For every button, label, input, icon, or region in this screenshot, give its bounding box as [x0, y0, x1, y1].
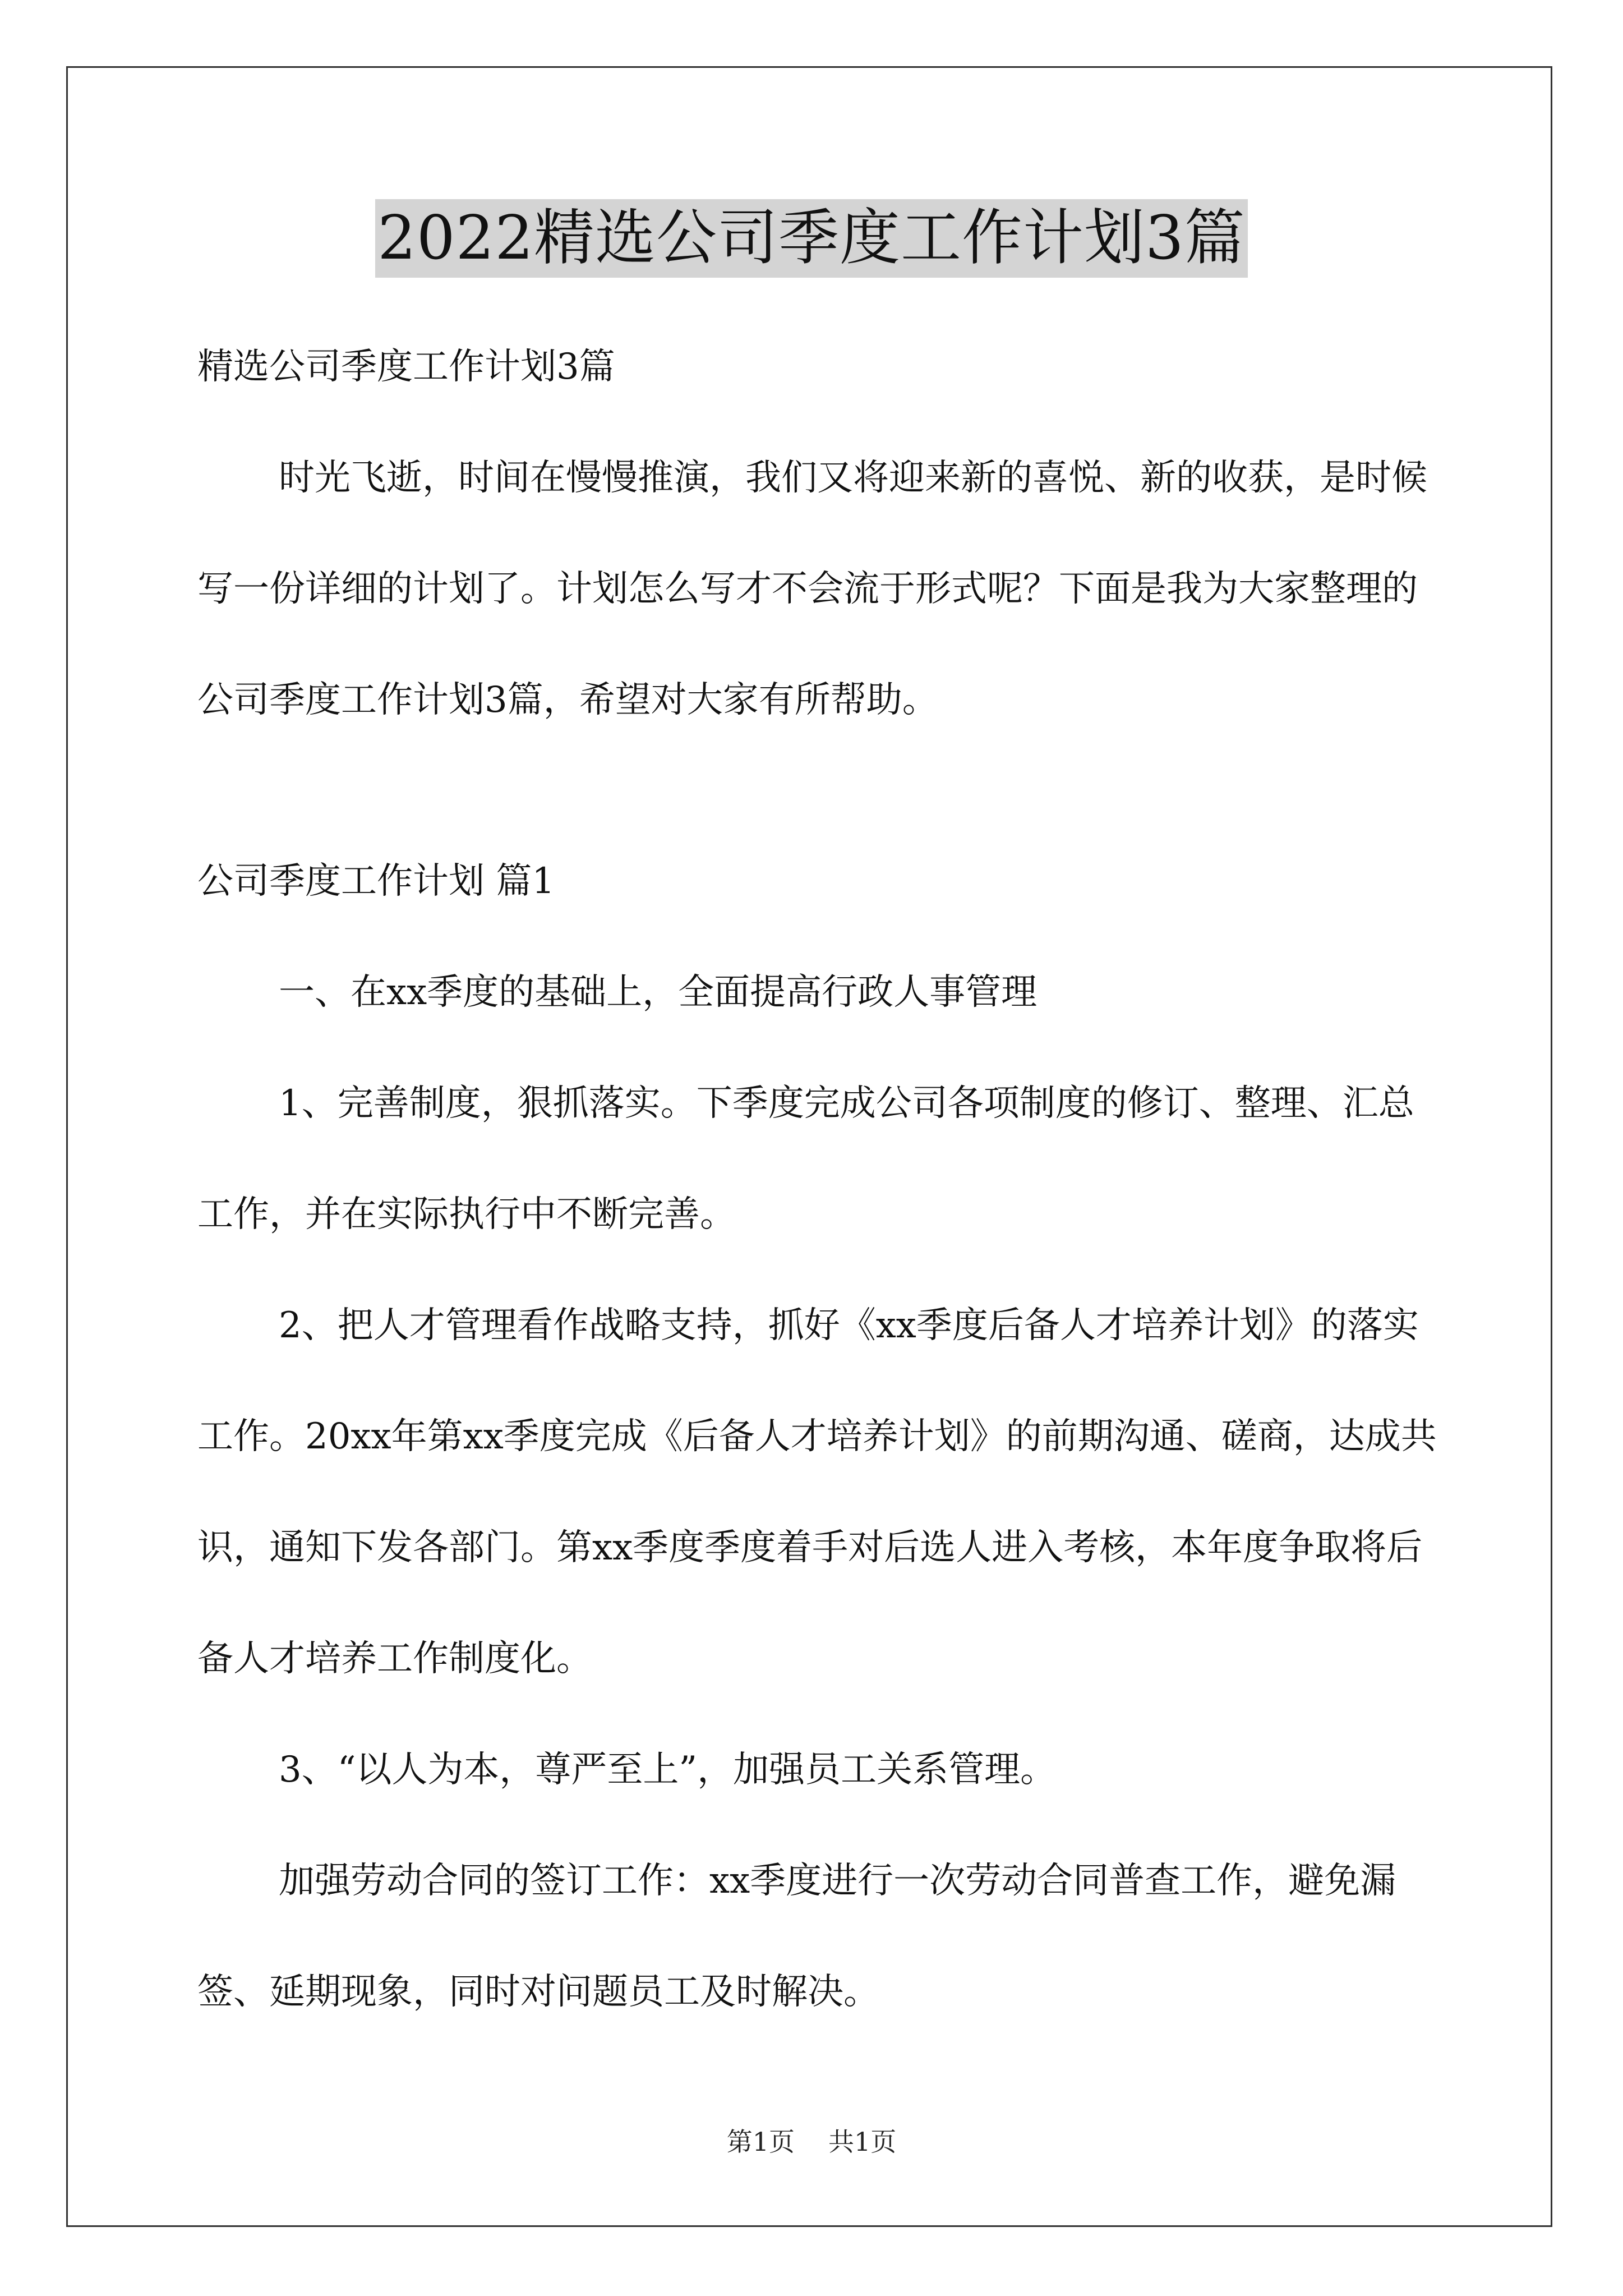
spacer	[197, 756, 1437, 826]
document-subtitle: 精选公司季度工作计划3篇	[197, 346, 615, 388]
paragraph: 一、在xx季度的基础上，全面提高行政人事管理	[279, 972, 1038, 1013]
intro-paragraph: 时光飞逝，时间在慢慢推演，我们又将迎来新的喜悦、新的收获，是时候写一份详细的计划了。计划怎么写才不会流于形式呢？下面是我为大家整理的公司季度工作计划3篇，希望对大家有所帮助。	[197, 457, 1427, 721]
paragraph: 1、完善制度，狠抓落实。下季度完成公司各项制度的修订、整理、汇总工作，并在实际执行中不断完善。	[197, 1083, 1414, 1235]
paragraph: 2、把人才管理看作战略支持，抓好《xx季度后备人才培养计划》的落实工作。20xx年第xx季度完成《后备人才培养计划》的前期沟通、磋商，达成共识，通知下发各部门。第xx季度季度着手对后选人进入考核，本年度争取将后备人才培养工作制度化。	[197, 1305, 1437, 1680]
document-title: 2022精选公司季度工作计划3篇	[375, 199, 1248, 278]
page-footer	[0, 2125, 1623, 2159]
section-heading: 公司季度工作计划 篇1	[197, 861, 555, 902]
page-total: 共1页	[828, 2127, 897, 2157]
paragraph: 3、“以人为本，尊严至上”，加强员工关系管理。	[279, 1749, 1057, 1791]
paragraph: 加强劳动合同的签订工作：xx季度进行一次劳动合同普查工作，避免漏签、延期现象，同时对问题员工及时解决。	[197, 1860, 1396, 2013]
document-body	[197, 311, 1437, 2047]
title-container	[0, 199, 1623, 278]
page-number: 第1页	[726, 2127, 795, 2157]
